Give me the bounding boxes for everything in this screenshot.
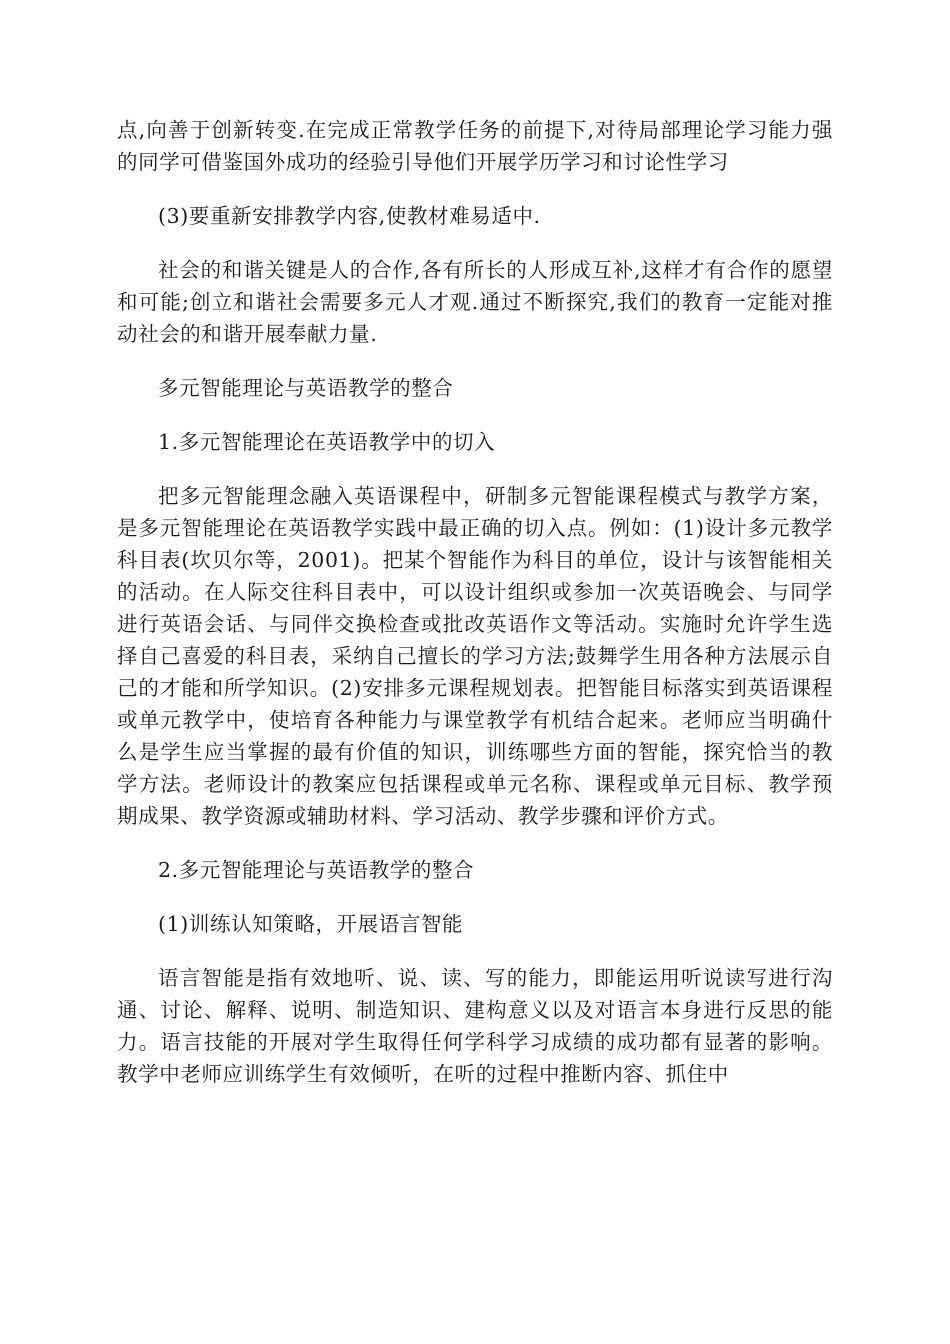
subsection-heading-1: 1.多元智能理论在英语教学中的切入 (158, 430, 496, 454)
section-title: 多元智能理论与英语教学的整合 (158, 376, 454, 400)
paragraph-entry-point: 把多元智能理念融入英语课程中，研制多元智能课程模式与教学方案，是多元智能理论在英语教学实践中最正确的切入点。例如：(1)设计多元教学科目表(坎贝尔等，2001)。把某个智能作为科目的单位，设计与该智能相关的活动。在人际交往科目表中，可以设计组织或参加一次英语晚会、与同学进行英语会话、与同伴交换检查或批改英语作文等活动。实施时允许学生选择自己喜爱的科目表，采纳自己擅长的学习方法;鼓舞学生用各种方法展示自己的才能和所学知识。(2)安排多元课程规划表。把智能目标落实到英语课程或单元教学中，使培育各种能力与课堂教学有机结合起来。老师应当明确什么是学生应当掌握的最有价值的知识，训练哪些方面的智能，探究恰当的教学方法。老师设计的教案应包括课程或单元名称、课程或单元目标、教学预期成果、教学资源或辅助材料、学习活动、教学步骤和评价方式。 (117, 484, 833, 828)
document-body (117, 114, 833, 1090)
subsection-heading-2: 2.多元智能理论与英语教学的整合 (158, 858, 475, 882)
paragraph-item-3: (3)要重新安排教学内容,使教材难易适中. (158, 204, 541, 228)
paragraph-continuation: 点,向善于创新转变.在完成正常教学任务的前提下,对待局部理论学习能力强的同学可借鉴国外成功的经验引导他们开展学历学习和讨论性学习 (117, 118, 833, 174)
subsection-heading-2-1: (1)训练认知策略，开展语言智能 (158, 912, 464, 936)
paragraph-language-intelligence: 语言智能是指有效地听、说、读、写的能力，即能运用听说读写进行沟通、讨论、解释、说明、制造知识、建构意义以及对语言本身进行反思的能力。语言技能的开展对学生取得任何学科学习成绩的成功都有显著的影响。教学中老师应训练学生有效倾听，在听的过程中推断内容、抓住中 (117, 966, 833, 1086)
paragraph-harmony: 社会的和谐关键是人的合作,各有所长的人形成互补,这样才有合作的愿望和可能;创立和谐社会需要多元人才观.通过不断探究,我们的教育一定能对推动社会的和谐开展奉献力量. (117, 258, 833, 346)
